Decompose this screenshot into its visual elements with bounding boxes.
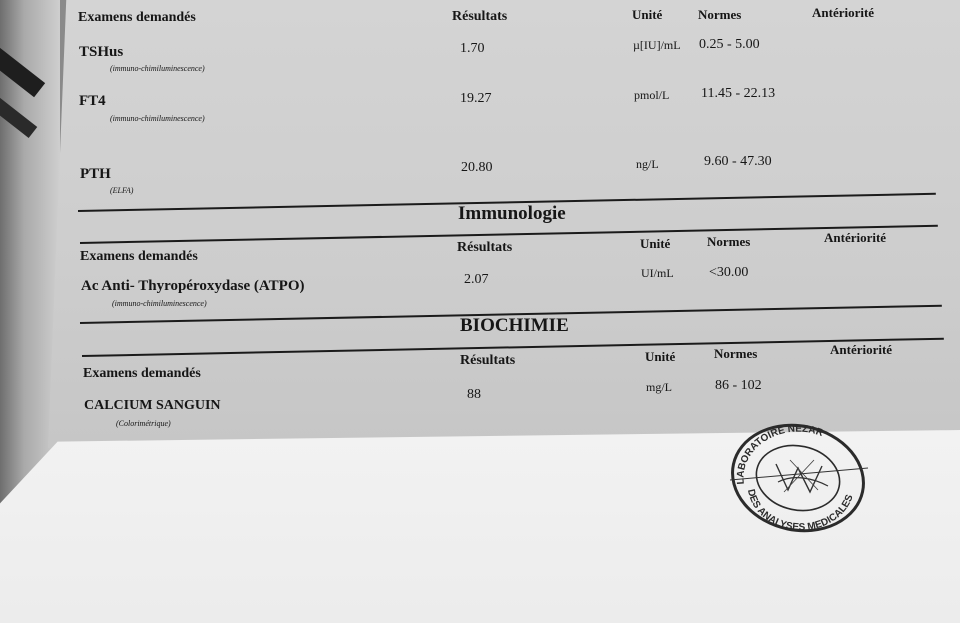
header-prior: Antériorité (812, 5, 875, 20)
header-norms: Normes (707, 234, 751, 249)
header-prior: Antériorité (830, 342, 893, 357)
exam-norms: 9.60 - 47.30 (704, 154, 772, 169)
exam-norms: 0.25 - 5.00 (699, 37, 760, 52)
header-result: Résultats (452, 9, 508, 24)
header-norms: Normes (714, 346, 758, 361)
exam-method: (Colorimétrique) (116, 419, 171, 428)
header-result: Résultats (460, 353, 516, 368)
exam-method: (immuno-chimiluminescence) (110, 114, 205, 123)
exam-unit: µ[IU]/mL (633, 38, 681, 52)
header-unit: Unité (645, 349, 676, 364)
section-title-biochimie: BIOCHIMIE (460, 315, 569, 336)
stamp-top-text: LABORATOIRE NEZAR (735, 423, 825, 485)
exam-unit: ng/L (636, 157, 659, 171)
exam-norms: 11.45 - 22.13 (701, 86, 776, 101)
header-exam: Examens demandés (83, 366, 201, 381)
stamp-bottom-text: DES ANALYSES MEDICALES (744, 488, 856, 534)
lab-stamp (718, 420, 878, 538)
header-prior: Antériorité (824, 230, 887, 245)
exam-name: PTH (80, 166, 111, 182)
header-result: Résultats (457, 240, 513, 255)
header-exam: Examens demandés (80, 249, 198, 264)
exam-unit: pmol/L (634, 88, 670, 102)
section-title-immunologie: Immunologie (458, 203, 566, 224)
exam-name: CALCIUM SANGUIN (84, 398, 221, 413)
exam-result: 1.70 (460, 41, 485, 56)
header-unit: Unité (632, 7, 663, 22)
exam-method: (immuno-chimiluminescence) (112, 299, 207, 308)
exam-unit: UI/mL (641, 266, 674, 280)
exam-unit: mg/L (646, 380, 672, 394)
header-norms: Normes (698, 7, 742, 22)
exam-norms: <30.00 (709, 265, 749, 280)
exam-result: 19.27 (460, 91, 492, 106)
exam-name: Ac Anti- Thyropéroxydase (ATPO) (81, 278, 305, 294)
exam-norms: 86 - 102 (715, 378, 762, 393)
exam-result: 88 (467, 387, 481, 402)
header-exam: Examens demandés (78, 10, 196, 25)
exam-result: 2.07 (464, 272, 489, 287)
header-unit: Unité (640, 236, 671, 251)
exam-name: TSHus (79, 44, 124, 60)
exam-result: 20.80 (461, 160, 493, 175)
exam-name: FT4 (79, 93, 106, 109)
exam-method: (immuno-chimiluminescence) (110, 64, 205, 73)
exam-method: (ELFA) (110, 186, 134, 195)
